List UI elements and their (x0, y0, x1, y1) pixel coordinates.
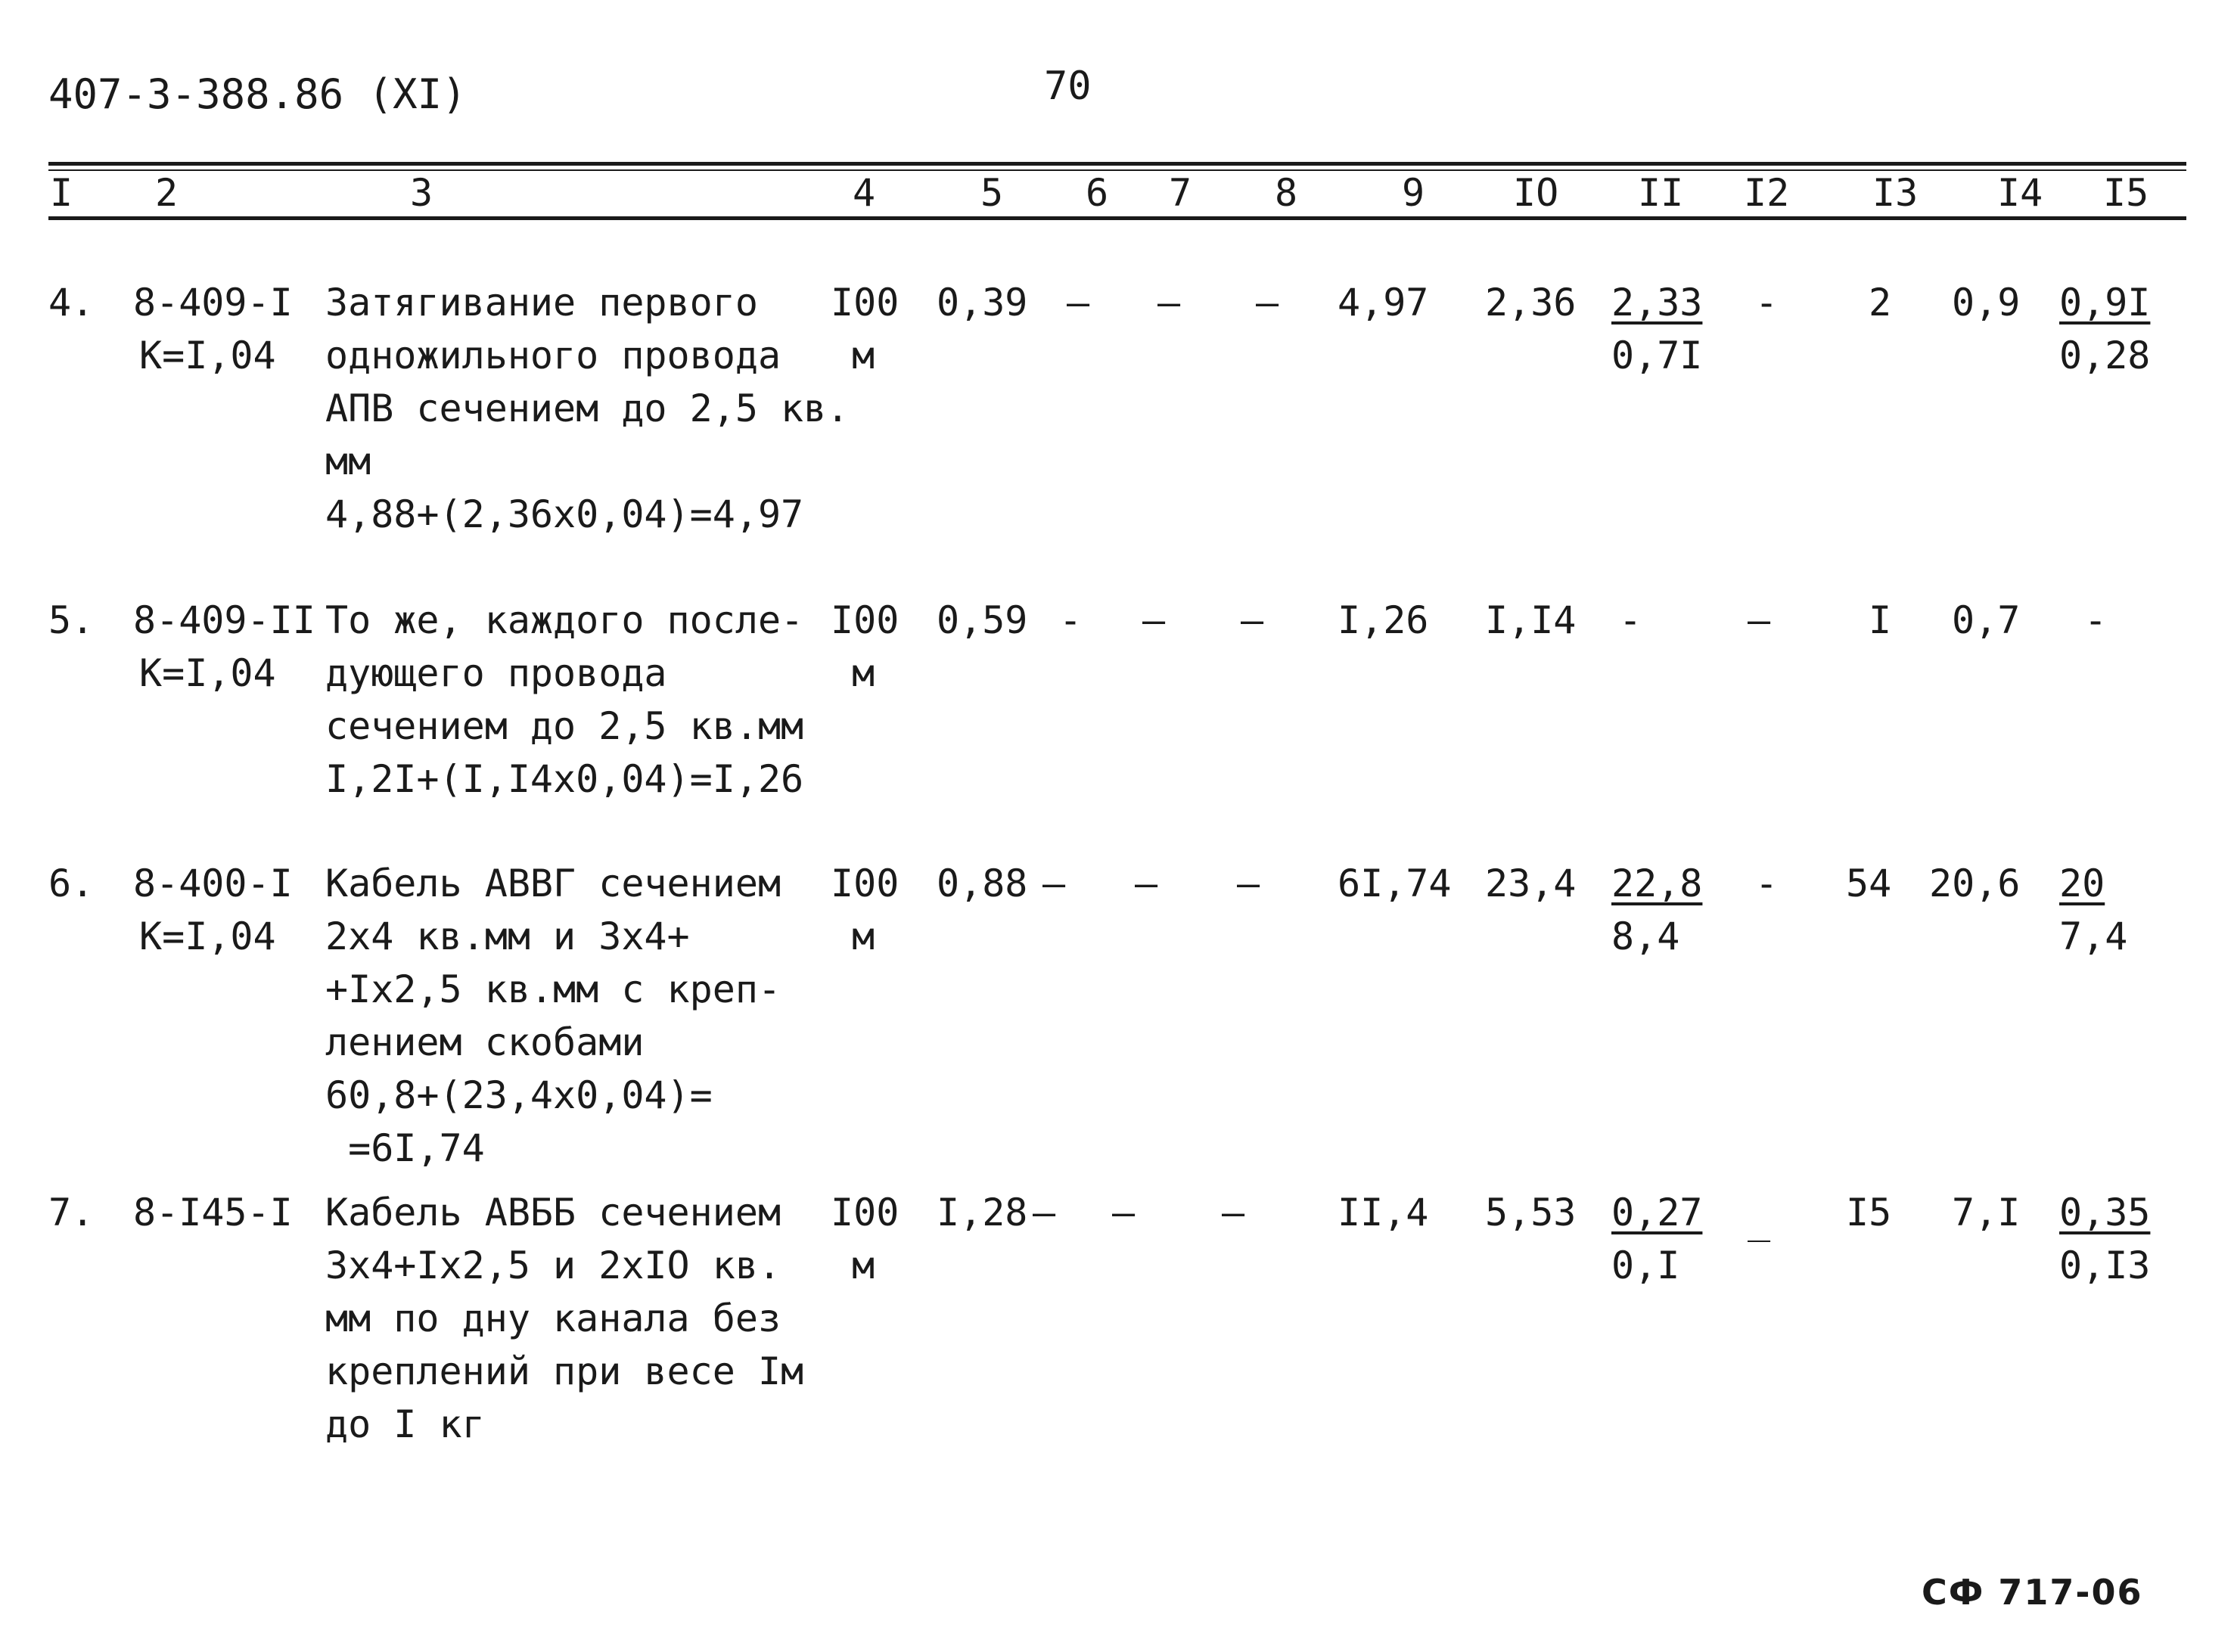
cell-col14: 0,9 (1952, 281, 2021, 324)
rate-code (133, 276, 293, 382)
description-line: АПВ сечением до 2,5 кв. (325, 387, 850, 430)
cell-col10: I,I4 (1485, 598, 1577, 642)
rate-coefficient: K=I,04 (139, 914, 276, 958)
description-line: Кабель АВВГ сечением (325, 862, 781, 905)
cell-col5: 0,59 (937, 598, 1028, 642)
cell-col9: 4,97 (1338, 281, 1429, 324)
cell-col12: - (1755, 281, 1779, 324)
description-line: 3x4+Ix2,5 и 2xIO кв. (325, 1244, 781, 1287)
work-description (325, 857, 781, 1175)
description-line: 4,88+(2,36x0,04)=4,97 (325, 492, 804, 536)
description-line: креплений при весе Iм (325, 1349, 804, 1393)
unit-of-measure (831, 276, 899, 382)
rate-code-line: 8-I45-I (133, 1191, 293, 1234)
cell-col7: — (1157, 281, 1181, 324)
description-line: до I кг (325, 1402, 485, 1446)
cell-col5: I,28 (937, 1191, 1028, 1234)
cell-col10: 23,4 (1485, 862, 1577, 905)
rate-coefficient: K=I,04 (139, 651, 276, 695)
work-description (325, 594, 803, 806)
footer-stamp: СФ 717-06 (1922, 1572, 2143, 1613)
cell-col9: II,4 (1338, 1191, 1429, 1234)
cell-col15-numerator: 0,35 (2059, 1191, 2151, 1234)
cell-col10: 2,36 (1485, 281, 1577, 324)
rate-code (133, 594, 315, 700)
work-description (325, 1186, 803, 1451)
cell-col11-numerator: 22,8 (1611, 862, 1703, 905)
work-description (325, 276, 849, 541)
unit-name: м (852, 1244, 875, 1287)
col-header-9: 9 (1402, 171, 1425, 215)
col-header-6: 6 (1086, 171, 1109, 215)
col-header-12: I2 (1744, 171, 1790, 215)
rate-code-line: 8-409-I (133, 281, 293, 324)
description-line: одножильного провода (325, 334, 781, 377)
cell-col8: — (1256, 281, 1279, 324)
cell-col12: - (1755, 862, 1779, 905)
cell-col15: - (2084, 598, 2108, 642)
unit-quantity: I00 (831, 1191, 900, 1234)
cell-col13: 2 (1869, 281, 1892, 324)
row-number: 4. (48, 281, 95, 324)
cell-col15-denominator: 0,28 (2059, 334, 2151, 377)
cell-col7: — (1112, 1191, 1136, 1234)
description-line: То же, каждого после- (325, 598, 804, 642)
row-number: 6. (48, 862, 95, 905)
header-top-rule-2 (48, 169, 2186, 171)
cell-col6: — (1042, 862, 1066, 905)
cell-col12: — (1748, 598, 1771, 642)
cell-col8: — (1237, 862, 1260, 905)
cell-col11-numerator: 2,33 (1611, 281, 1703, 324)
cell-col13: I (1869, 598, 1892, 642)
col-header-3: 3 (410, 171, 433, 215)
description-line: +Ix2,5 кв.мм с креп- (325, 967, 781, 1011)
row-number: 7. (48, 1191, 95, 1234)
cell-col11-denominator: 8,4 (1611, 914, 1680, 958)
document-code: 407-3-388.86 (XI) (48, 70, 467, 118)
cell-col11-denominator: 0,I (1611, 1244, 1680, 1287)
cell-col15-numerator: 20 (2059, 862, 2105, 905)
rate-code-line: 8-409-II (133, 598, 315, 642)
cell-col6: — (1067, 281, 1090, 324)
col-header-13: I3 (1872, 171, 1919, 215)
description-line: Затягивание первого (325, 281, 758, 324)
description-line: 60,8+(23,4x0,04)= (325, 1073, 713, 1117)
col-header-14: I4 (1997, 171, 2043, 215)
description-line: лением скобами (325, 1020, 645, 1064)
row-number: 5. (48, 598, 95, 642)
cell-col13: I5 (1846, 1191, 1892, 1234)
col-header-4: 4 (853, 171, 876, 215)
unit-of-measure (831, 857, 899, 963)
description-line: Кабель АВББ сечением (325, 1191, 781, 1234)
rate-coefficient: K=I,04 (139, 334, 276, 377)
description-line: дующего провода (325, 651, 667, 695)
rate-code (133, 857, 293, 963)
page-number: 70 (1044, 64, 1092, 109)
cell-col15-numerator: 0,9I (2059, 281, 2151, 324)
cell-col15-denominator: 0,I3 (2059, 1244, 2151, 1287)
cell-col9: I,26 (1338, 598, 1429, 642)
unit-quantity: I00 (831, 598, 900, 642)
cell-col14: 20,6 (1929, 862, 2021, 905)
description-line: 2x4 кв.мм и 3x4+ (325, 914, 690, 958)
col-header-2: 2 (155, 171, 179, 215)
unit-quantity: I00 (831, 862, 900, 905)
header-bottom-rule (48, 216, 2186, 220)
cell-col11-denominator: 0,7I (1611, 334, 1703, 377)
cell-col14: 0,7 (1952, 598, 2021, 642)
cell-col11-numerator: 0,27 (1611, 1191, 1703, 1234)
col-header-10: IO (1513, 171, 1559, 215)
cell-col6: - (1059, 598, 1083, 642)
unit-name: м (852, 914, 875, 958)
col-header-8: 8 (1275, 171, 1298, 215)
description-line: мм по дну канала без (325, 1296, 781, 1340)
cell-col5: 0,39 (937, 281, 1028, 324)
unit-of-measure (831, 594, 899, 700)
description-line: мм (325, 439, 371, 483)
col-header-11: II (1638, 171, 1684, 215)
unit-name: м (852, 334, 875, 377)
cell-col8: — (1241, 598, 1264, 642)
col-header-7: 7 (1169, 171, 1192, 215)
description-line: сечением до 2,5 кв.мм (325, 704, 804, 748)
cell-col12: _ (1748, 1198, 1771, 1242)
unit-name: м (852, 651, 875, 695)
cell-col13: 54 (1846, 862, 1892, 905)
rate-code (133, 1186, 293, 1239)
cell-col9: 6I,74 (1338, 862, 1452, 905)
header-top-rule (48, 162, 2186, 166)
cell-col8: — (1222, 1191, 1245, 1234)
cell-col6: — (1033, 1191, 1056, 1234)
cell-col7: — (1135, 862, 1158, 905)
unit-of-measure (831, 1186, 899, 1292)
cell-col10: 5,53 (1485, 1191, 1577, 1234)
description-line: I,2I+(I,I4x0,04)=I,26 (325, 757, 804, 801)
cell-col7: — (1142, 598, 1166, 642)
cell-col5: 0,88 (937, 862, 1028, 905)
col-header-15: I5 (2103, 171, 2149, 215)
cell-col14: 7,I (1952, 1191, 2021, 1234)
col-header-1: I (50, 171, 73, 215)
cell-col15-denominator: 7,4 (2059, 914, 2128, 958)
description-line: =6I,74 (325, 1126, 485, 1170)
unit-quantity: I00 (831, 281, 900, 324)
col-header-5: 5 (980, 171, 1004, 215)
rate-code-line: 8-400-I (133, 862, 293, 905)
cell-col11: - (1619, 598, 1642, 642)
